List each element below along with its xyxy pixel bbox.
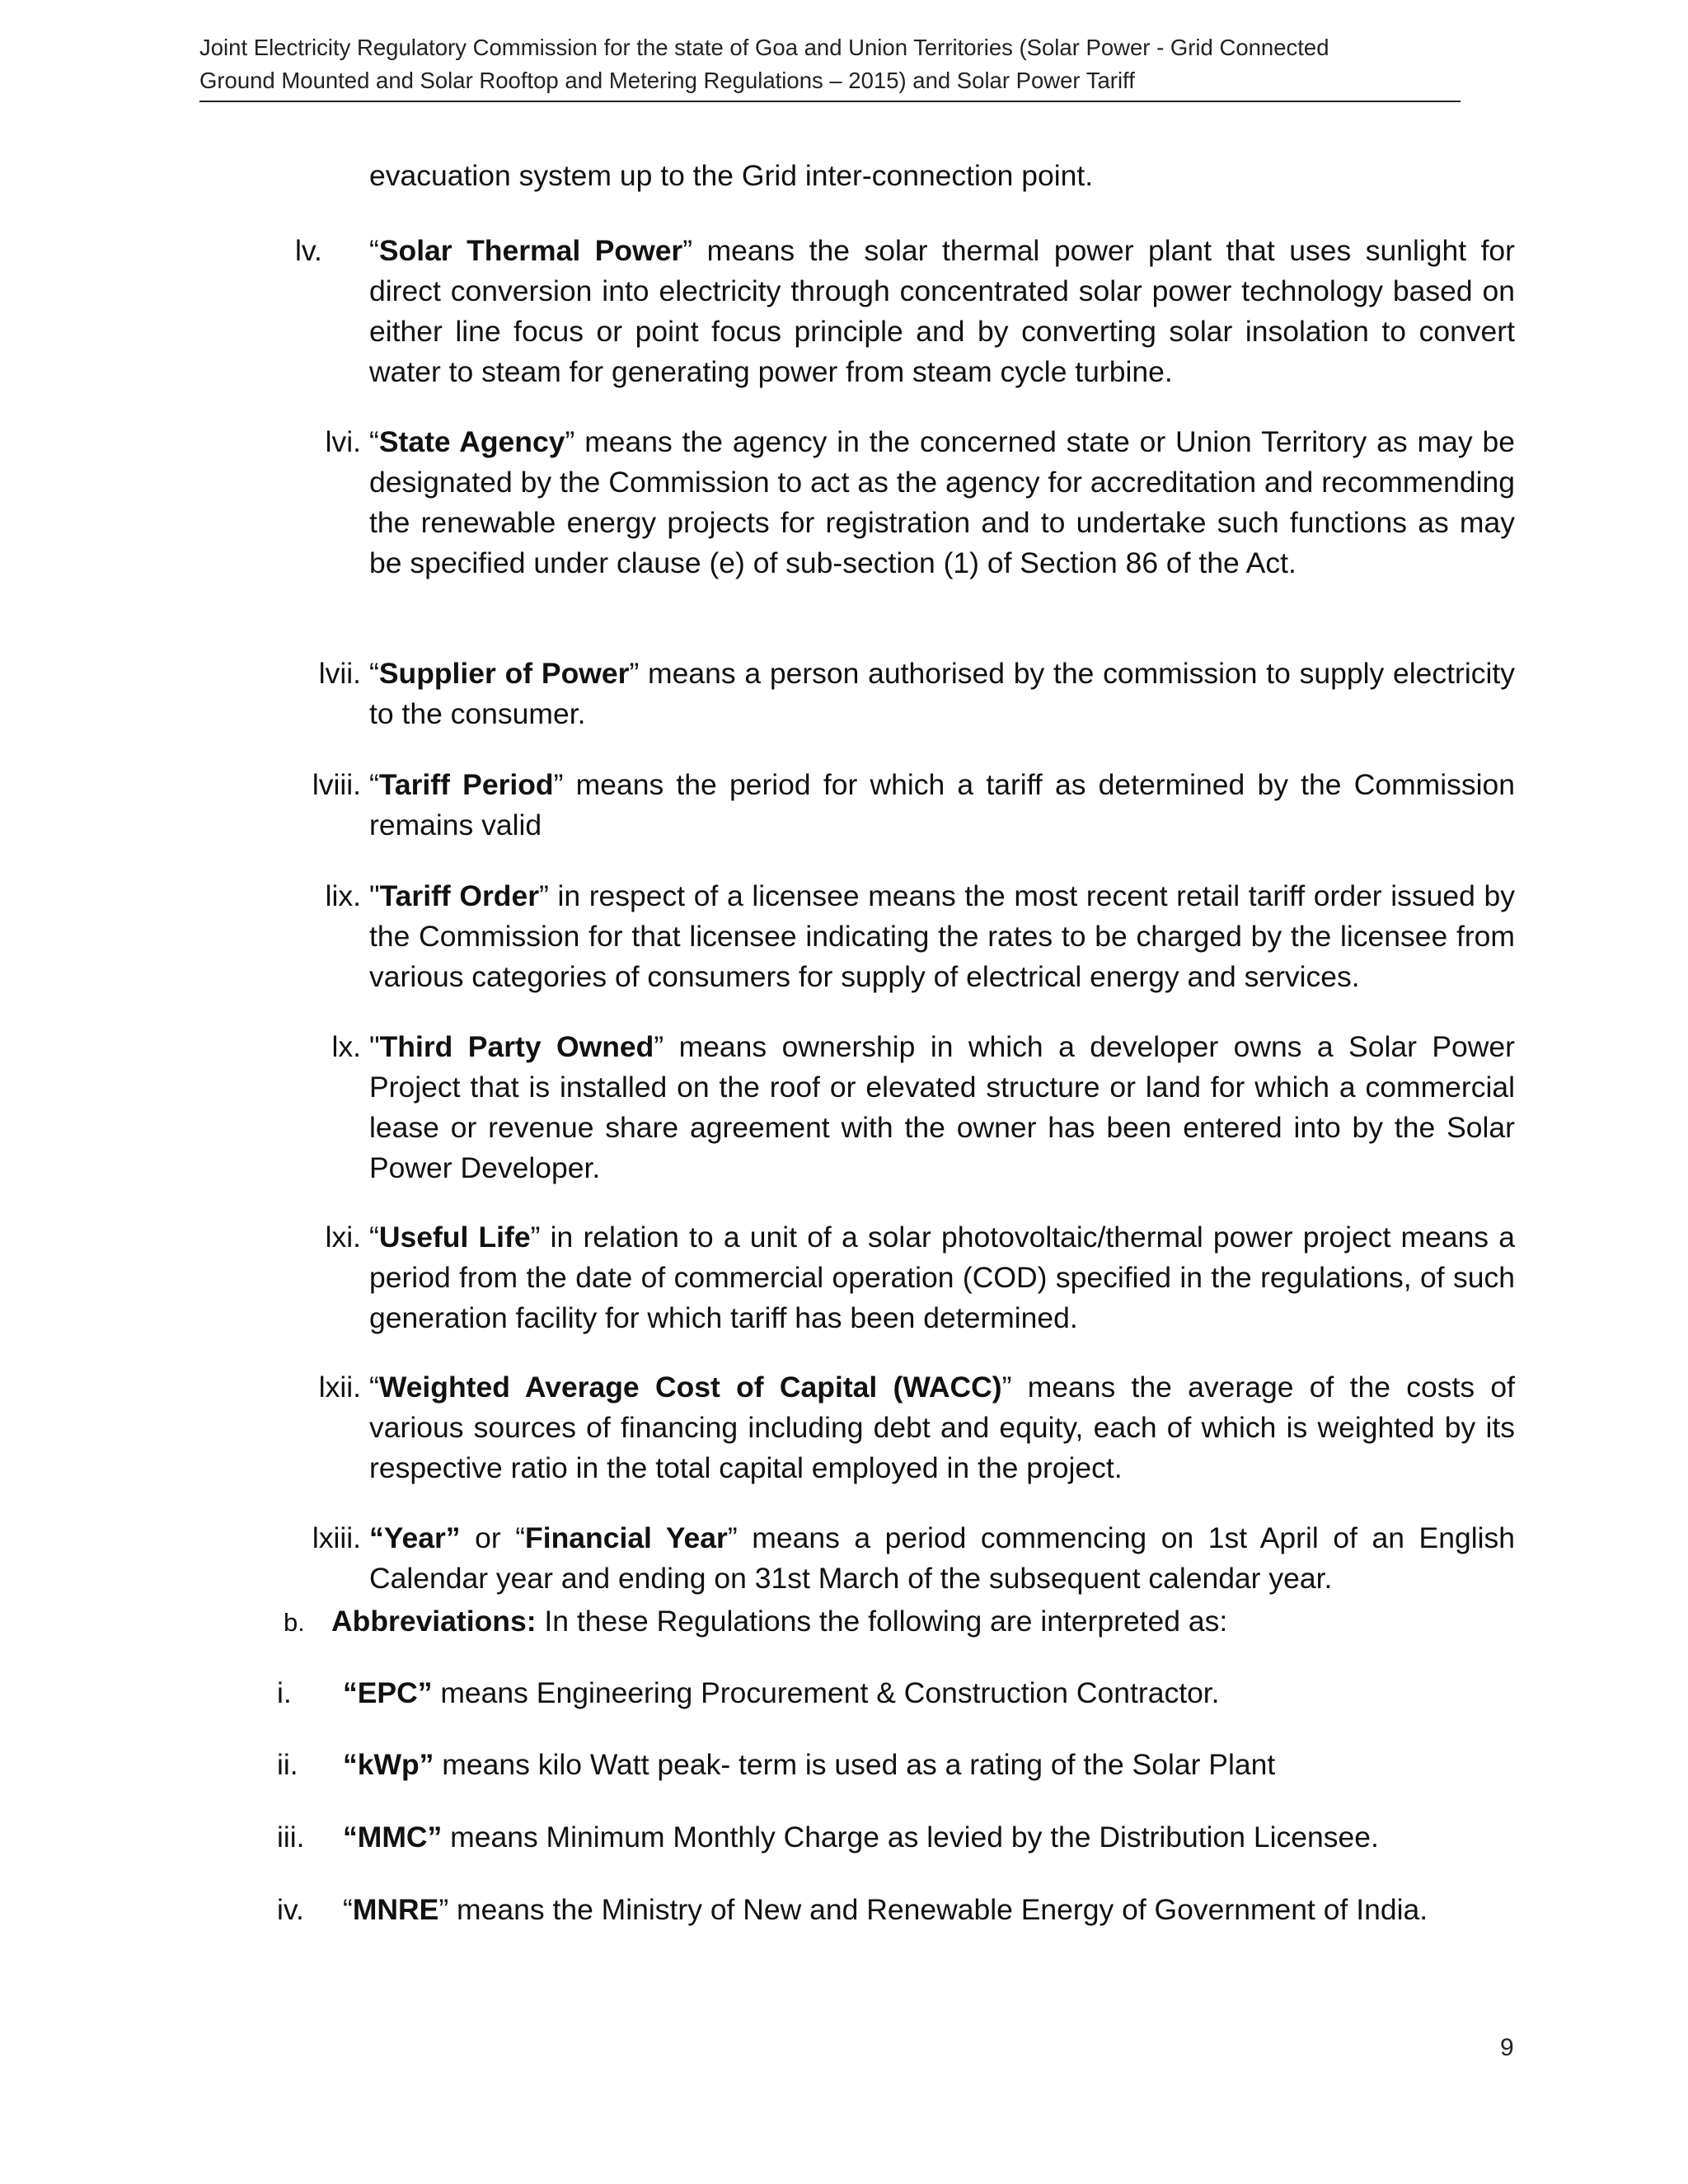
definition-item: lviii. “Tariff Period” means the period for which a tariff as determined by the Commission remains valid	[369, 765, 1515, 846]
definition-term: Solar Thermal Power	[378, 234, 683, 267]
definition-item: lvii. “Supplier of Power” means a person authorised by the commission to supply electricity to the consumer.	[369, 654, 1515, 734]
definition-number: lvi.	[325, 425, 361, 458]
definition-number: lvii.	[318, 657, 361, 690]
definition-item: lxiii. “Year” or “Financial Year” means a period commencing on 1st April of an English Calendar year and ending on 31st March of the subsequent calendar year.	[369, 1518, 1515, 1599]
abbreviation-text: means kilo Watt peak- term is used as a rating of the Solar Plant	[434, 1748, 1276, 1781]
abbreviation-item	[277, 1745, 1513, 1785]
definition-item: lv. “Solar Thermal Power” means the solar thermal power plant that uses sunlight for direct conversion into electricity through concentrated solar power technology based on either line focus or point focus principle and by converting solar insolation to convert water to steam for generating power from steam cycle turbine.	[369, 231, 1515, 392]
definition-number: lxiii.	[312, 1521, 361, 1554]
running-header	[199, 31, 1461, 97]
abbreviation-number: ii.	[277, 1748, 298, 1781]
definition-item: lxii. “Weighted Average Cost of Capital (WACC)” means the average of the costs of various sources of financing including debt and equity, each of which is weighted by its respective ratio in the total capital employed in the project.	[369, 1367, 1515, 1488]
definition-item: lvi. “State Agency” means the agency in the concerned state or Union Territory as may be designated by the Commission to act as the agency for accreditation and recommending the renewable energy projects for registration and to undertake such functions as may be specified under clause (e) of sub-section (1) of Section 86 of the Act.	[369, 422, 1515, 583]
definition-term: Third Party Owned	[379, 1030, 654, 1063]
section-label: Abbreviations:	[331, 1605, 537, 1638]
definition-number: lx.	[331, 1030, 361, 1063]
header-line-1: Joint Electricity Regulatory Commission for the state of Goa and Union Territories (Solar Power - Grid Connected	[199, 35, 1329, 60]
definition-text: means a person authorised by the commission to supply electricity to the consumer.	[369, 657, 1515, 730]
abbreviation-text: means Engineering Procurement & Construction Contractor.	[432, 1676, 1220, 1709]
definition-term: State Agency	[378, 425, 565, 458]
abbreviation-item	[277, 1817, 1513, 1858]
header-line-2: Ground Mounted and Solar Rooftop and Metering Regulations – 2015) and Solar Power Tariff	[199, 68, 1135, 93]
abbreviation-item	[277, 1673, 1513, 1713]
definition-item: lxi. “Useful Life” in relation to a unit of a solar photovoltaic/thermal power project means a period from the date of commercial operation (COD) specified in the regulations, of such generation facility for which tariff has been determined.	[369, 1217, 1515, 1338]
abbreviation-number: iv.	[277, 1893, 304, 1926]
definition-number: lxi.	[325, 1221, 361, 1254]
definition-text: means the period for which a tariff as determined by the Commission remains valid	[369, 768, 1516, 841]
section-letter: b.	[284, 1608, 305, 1637]
page-number: 9	[1500, 2034, 1514, 2061]
continuation-text: evacuation system up to the Grid inter-connection point.	[369, 159, 1094, 192]
definition-text: means the solar thermal power plant that uses sunlight for direct conversion into electricity through concentrated solar power technology based on either line focus or point focus principle and by converting solar insolation to convert water to steam for generating power from steam cycle turbine.	[369, 234, 1515, 388]
definition-term: Weighted Average Cost of Capital (WACC)	[378, 1371, 1002, 1404]
definition-text: means ownership in which a developer owns a Solar Power Project that is installed on the roof or elevated structure or land for which a commercial lease or revenue share agreement with the owner has been entered into by the Solar Power Developer.	[369, 1030, 1515, 1184]
abbreviation-number: iii.	[277, 1821, 305, 1854]
definition-term: Useful Life	[378, 1221, 531, 1254]
definition-term: “Year”	[369, 1521, 461, 1554]
definition-text: means the average of the costs of various sources of financing including debt and equity, each of which is weighted by its respective ratio in the total capital employed in the project.	[369, 1371, 1515, 1484]
definition-number: lviii.	[312, 768, 361, 801]
definition-text: means a period commencing on 1st April of an English Calendar year and ending on 31st March of the subsequent calendar year.	[369, 1521, 1515, 1595]
abbreviation-term: MNRE	[352, 1893, 439, 1926]
abbreviation-number: i.	[277, 1676, 292, 1709]
definition-term: Tariff Period	[378, 768, 554, 801]
definition-item: lix. "Tariff Order” in respect of a licensee means the most recent retail tariff order issued by the Commission for that licensee indicating the rates to be charged by the licensee from various categories of consumers for supply of electrical energy and services.	[369, 876, 1515, 997]
header-rule	[199, 101, 1461, 102]
section-text: In these Regulations the following are interpreted as:	[536, 1605, 1228, 1638]
abbreviations-heading	[284, 1601, 1520, 1643]
definition-term: Financial Year	[525, 1521, 728, 1554]
definition-number: lv.	[295, 234, 322, 267]
abbreviation-term: “kWp”	[343, 1748, 434, 1781]
definition-number: lxii.	[318, 1371, 361, 1404]
definition-item: lx. "Third Party Owned” means ownership in which a developer owns a Solar Power Project that is installed on the roof or elevated structure or land for which a commercial lease or revenue share agreement with the owner has been entered into by the Solar Power Developer.	[369, 1027, 1515, 1188]
abbreviation-item: iv. “MNRE” means the Ministry of New and Renewable Energy of Government of India.	[343, 1890, 1513, 1930]
definition-number: lix.	[325, 879, 361, 912]
definition-term: Supplier of Power	[378, 657, 630, 690]
definition-text: in respect of a licensee means the most recent retail tariff order issued by the Commission for that licensee indicating the rates to be charged by the licensee from various categories of consumers for supply of electrical energy and services.	[369, 879, 1515, 993]
definition-term: Tariff Order	[379, 879, 540, 912]
abbreviation-term: “MMC”	[343, 1821, 443, 1854]
definition-text: in relation to a unit of a solar photovoltaic/thermal power project means a period from the date of commercial operation (COD) specified in the regulations, of such generation facility for which tariff has been determined.	[369, 1221, 1515, 1334]
definition-text: means the agency in the concerned state or Union Territory as may be designated by the Commission to act as the agency for accreditation and recommending the renewable energy projects for registration and to undertake such functions as may be specified under clause (e) of sub-section (1) of Section 86 of the Act.	[369, 425, 1516, 579]
abbreviation-text: means the Ministry of New and Renewable Energy of Government of India.	[448, 1893, 1428, 1926]
abbreviation-term: “EPC”	[343, 1676, 433, 1709]
abbreviation-text: means Minimum Monthly Charge as levied by the Distribution Licensee.	[442, 1821, 1379, 1854]
